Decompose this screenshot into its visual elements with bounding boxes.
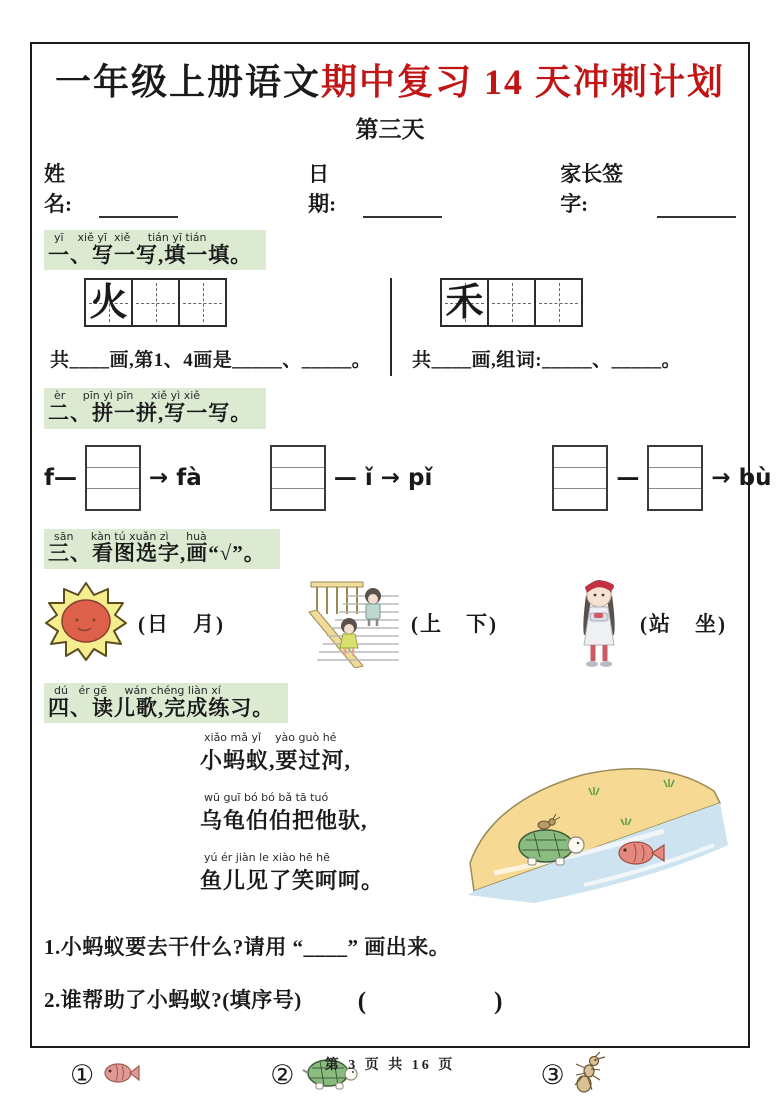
section3-body (44, 575, 736, 671)
option-2-number: ② (270, 1060, 295, 1091)
writing-grid-he (440, 278, 736, 327)
question-2-answer-blank: ( ) (357, 988, 503, 1016)
writing-grid-huo (84, 278, 390, 327)
date-blank (363, 194, 442, 218)
poem-line-2 (200, 791, 384, 835)
section4-title: 四、读儿歌,完成练习。 (48, 695, 275, 720)
poem-pinyin-3: yú ér jiàn le xiào hē hē (204, 851, 330, 865)
section4-pinyin: dú ér gē wán chéng liàn xí (54, 684, 221, 698)
stroke-question-left: 共____画,第1、4画是_____、_____。 (50, 350, 372, 372)
date-field (308, 158, 442, 218)
grid-cell-empty (487, 278, 536, 327)
pinyin-exercise-1 (44, 445, 202, 511)
sun-image (44, 581, 128, 666)
character-huo: 火 (89, 281, 128, 324)
pinyin-write-box (85, 445, 141, 511)
question-2 (44, 981, 736, 1017)
section1-right (390, 278, 736, 376)
stairs-image (303, 574, 399, 673)
option-1-number: ① (70, 1060, 95, 1091)
name-field (44, 158, 178, 218)
name-label: 姓名: (44, 162, 72, 216)
section1-pinyin: yī xiě yī xiě tián yī tián (54, 231, 207, 244)
info-row (44, 158, 736, 218)
pinyin-write-box (552, 445, 608, 511)
section1-title: 一、写一写,填一填。 (48, 242, 253, 267)
choices-girl: (站 坐) (640, 612, 727, 637)
day-title: 第三天 (355, 117, 425, 142)
grid-cell-empty (131, 278, 180, 327)
option-3-number: ③ (540, 1060, 565, 1091)
name-blank (99, 194, 178, 218)
section2-heading (44, 388, 266, 428)
date-label: 日期: (308, 162, 337, 216)
girl-image (568, 573, 630, 674)
pinyin-exercise-3 (544, 445, 771, 511)
poem-text-1: 小蚂蚁,要过河, (200, 748, 352, 774)
choices-sun: (日 月) (138, 612, 225, 637)
grid-cell (84, 278, 133, 327)
exercise3-result: → bù (711, 464, 772, 491)
sign-blank (657, 194, 736, 218)
page-title (44, 54, 736, 105)
grid-cell-empty (178, 278, 227, 327)
river-scene-illustration (464, 745, 742, 911)
sign-label: 家长签字: (560, 162, 624, 216)
section2-body (44, 439, 772, 517)
character-he: 禾 (445, 281, 484, 324)
grid-cell (440, 278, 489, 327)
section3-title: 三、看图选字,画“√”。 (48, 541, 266, 566)
exercise3-middle: — (616, 464, 640, 491)
pinyin-exercise-2 (262, 445, 433, 511)
section2-title: 二、拼一拼,写一写。 (48, 400, 253, 425)
section4-body (44, 731, 736, 911)
section4-heading (44, 683, 288, 723)
question-2-text: 2.谁帮助了小蚂蚁?(填序号) (44, 988, 302, 1013)
poem (200, 731, 384, 911)
poem-text-2: 乌龟伯伯把他驮, (200, 808, 368, 834)
stroke-question-right: 共____画,组词:_____、_____。 (412, 350, 682, 372)
poem-text-3: 鱼儿见了笑呵呵。 (200, 868, 385, 894)
poem-line-1 (200, 731, 384, 775)
poem-pinyin-1: xiǎo mǎ yǐ yào guò hé (204, 731, 337, 745)
exercise1-prefix: f— (44, 464, 78, 491)
exercise1-result: → fà (149, 464, 202, 491)
pinyin-write-box (647, 445, 703, 511)
exercise2-result: — ǐ → pǐ (333, 464, 433, 491)
title-red-part: 期中复习 14 天冲刺计划 (321, 62, 726, 102)
poem-line-3 (200, 851, 384, 895)
grid-cell-empty (534, 278, 583, 327)
sign-field (560, 158, 736, 218)
section2-pinyin: èr pīn yì pīn xiě yì xiě (54, 389, 201, 403)
title-black-part: 一年级上册语文 (54, 62, 321, 102)
poem-pinyin-2: wū guī bó bó bǎ tā tuó (204, 791, 329, 805)
section1-body (44, 278, 736, 376)
section1-heading (44, 230, 266, 270)
section3-heading (44, 529, 280, 569)
section3-pinyin: sān kàn tú xuǎn zì huà (54, 529, 207, 543)
page-number: 第 3 页 共 16 页 (324, 1058, 456, 1073)
pinyin-write-box (270, 445, 326, 511)
question-1: 1.小蚂蚁要去干什么?请用 “____” 画出来。 (44, 935, 451, 960)
choices-stairs: (上 下) (411, 612, 498, 637)
section1-left (44, 278, 390, 376)
